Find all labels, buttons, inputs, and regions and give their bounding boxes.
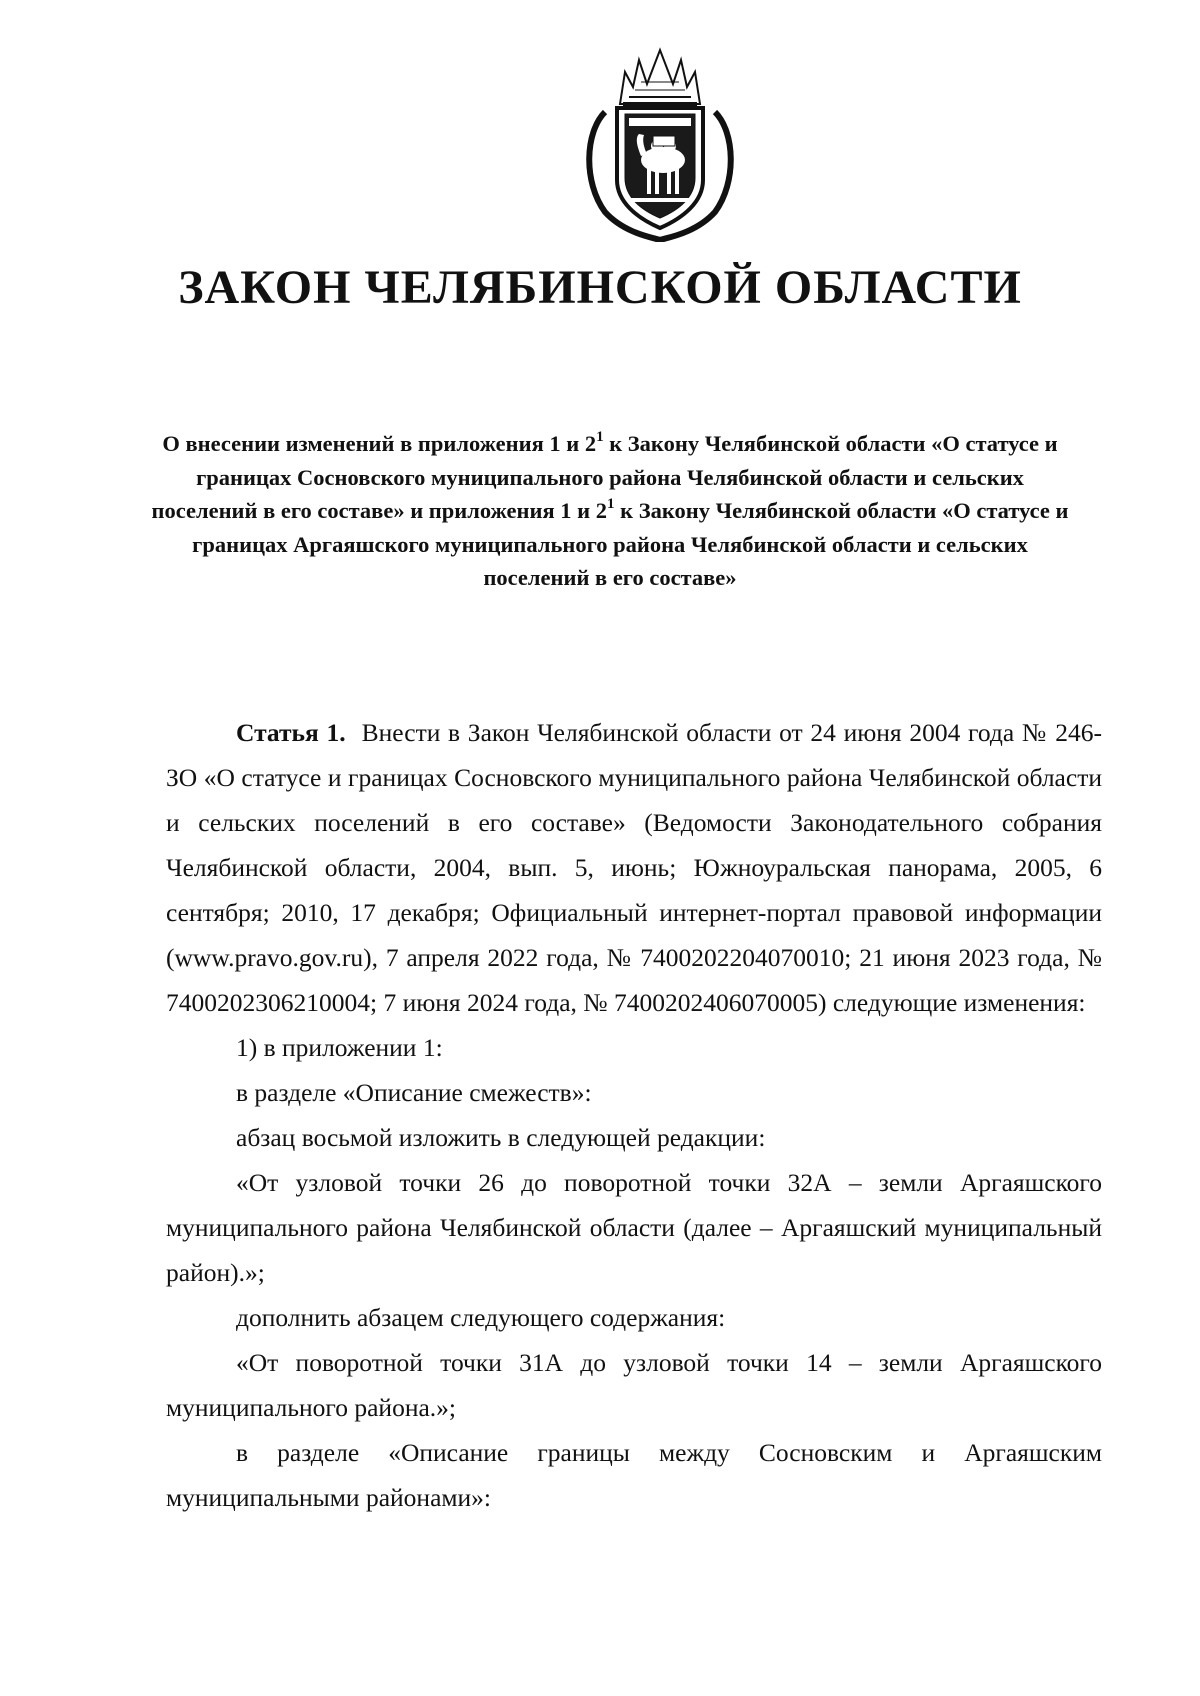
article-1-text: Внести в Закон Челябинской области от 24 июня 2004 года № 246-ЗО «О статусе и границах Сосновского муниципального района Челябинской области и сельских поселений в его составе» (Ведомости Законодательного собрания Челябинской области, 2004, вып. 5, июнь; Южноуральская панорама, 2005, 6 сентября; 2010, 17 декабря; Официальный интернет-портал правовой информации (www.pravo.gov.ru), 7 апреля 2022 года, № 7400202204070010; 21 июня 2023 года, № 7400202306210004; 7 июня 2024 года, № 7400202406070005) следующие изменения:: [166, 718, 1102, 1017]
paragraph: в разделе «Описание границы между Сосновским и Аргаяшским муниципальными районами»:: [166, 1438, 1102, 1512]
article-label: Статья 1.: [236, 718, 346, 747]
paragraph: абзац восьмой изложить в следующей редакции:: [236, 1123, 766, 1152]
subject-part-3: к Закону Челябинской области «О статусе и границах Аргаяшского муниципального района Челябинской области и сельских поселений в его составе»: [192, 498, 1069, 590]
article-1-lead-paragraph: [166, 710, 1102, 1025]
subject-part-1: О внесении изменений в приложения 1 и 2: [162, 431, 597, 456]
paragraph: 1) в приложении 1:: [236, 1033, 443, 1062]
paragraph: «От узловой точки 26 до поворотной точки 32А – земли Аргаяшского муниципального района Челябинской области (далее – Аргаяшский муниципальный район).»;: [166, 1168, 1102, 1287]
paragraph: «От поворотной точки 31А до узловой точки 14 – земли Аргаяшского муниципального района.»;: [166, 1348, 1102, 1422]
document-type-title: ЗАКОН ЧЕЛЯБИНСКОЙ ОБЛАСТИ: [178, 261, 1022, 314]
paragraph: в разделе «Описание смежеств»:: [236, 1078, 592, 1107]
paragraph: дополнить абзацем следующего содержания:: [236, 1303, 726, 1332]
subject-part-2: к Закону Челябинской области «О статусе и границах Сосновского муниципального района Челябинской области и сельских поселений в его составе» и приложения 1 и 2: [151, 431, 1058, 523]
document-subject: [150, 427, 1070, 595]
superscript-1: 1: [596, 428, 604, 445]
superscript-1-second: 1: [606, 495, 615, 512]
article-1: [166, 710, 1102, 1520]
coat-of-arms-icon: [575, 42, 745, 242]
